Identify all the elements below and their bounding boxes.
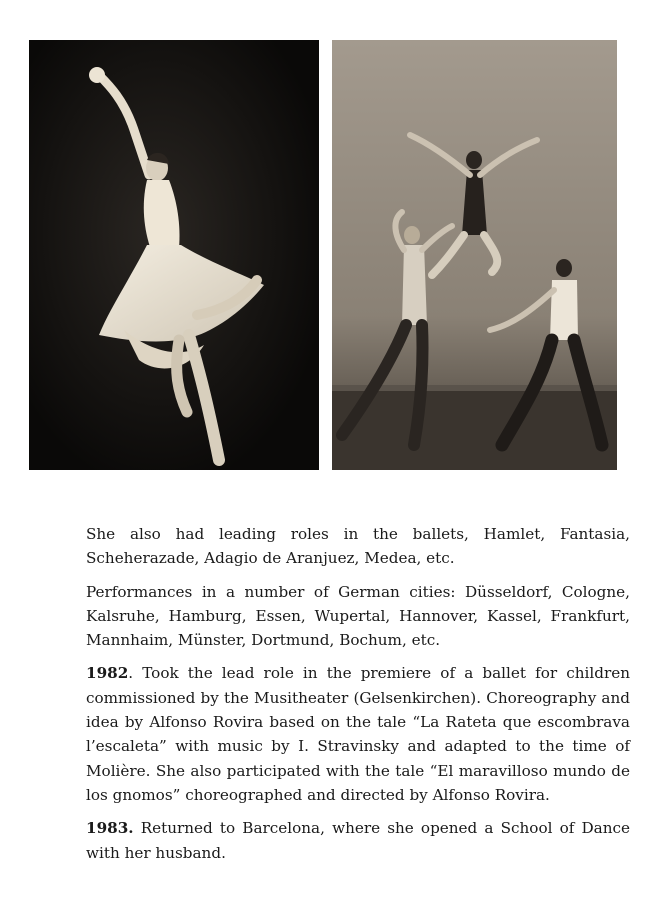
roles-paragraph: She also had leading roles in the ballets, Hamlet, Fantasia, Scheherazade, Adagio de Aranjuez, Medea, etc. xyxy=(86,525,630,568)
body-text xyxy=(86,522,630,874)
year-1983-paragraph xyxy=(86,816,630,865)
three-dancers-illustration xyxy=(332,40,617,470)
year-1983-label: 1983. xyxy=(86,819,134,838)
year-1982-text: . Took the lead role in the premiere of a ballet for children commissioned by the Musitheater (Gelsenkirchen). Choreography and idea by Alfonso Rovira based on the tale “La Rateta que escombrava l’escaleta” with music by I. Stravinsky and adapted to the time of Molière. She also participated with the tale “El maravilloso mundo de los gnomos” choreographed and directed by Alfonso Rovira. xyxy=(86,664,630,804)
dancer-solo-photo xyxy=(29,40,319,470)
year-1982-label: 1982 xyxy=(86,664,129,683)
three-dancers-photo xyxy=(332,40,617,470)
year-1983-text: Returned to Barcelona, where she opened a School of Dance with her husband. xyxy=(86,819,630,862)
performances-paragraph: Performances in a number of German cities: Düsseldorf, Cologne, Kalsruhe, Hamburg, Essen, Wupertal, Hannover, Kassel, Frankfurt, Mannhaim, Münster, Dortmund, Bochum, etc. xyxy=(86,582,630,650)
year-1982-paragraph xyxy=(86,661,630,807)
dancer-solo-illustration xyxy=(29,40,319,470)
